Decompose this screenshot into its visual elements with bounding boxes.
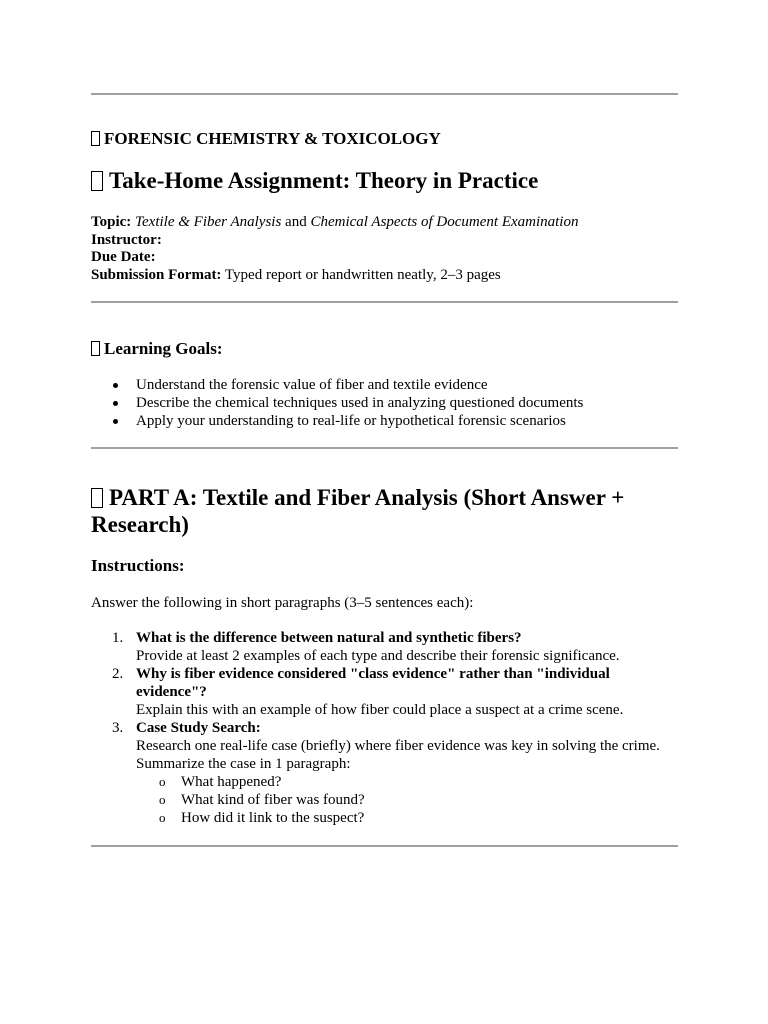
list-item [136, 773, 678, 791]
bullet-icon [113, 383, 118, 388]
missing-glyph-icon [91, 131, 100, 146]
learning-goals-title: Learning Goals: [104, 339, 223, 358]
list-item [91, 412, 583, 430]
instructor-line [91, 231, 162, 249]
sub-item-text: How did it link to the suspect? [181, 810, 365, 826]
topic-part-2: Chemical Aspects of Document Examination [310, 214, 579, 230]
horizontal-rule [91, 447, 678, 449]
missing-glyph-icon [91, 488, 103, 508]
bullet-icon [113, 401, 118, 406]
learning-goals-heading [91, 339, 223, 359]
list-item [136, 809, 678, 827]
sub-item-text: What kind of fiber was found? [181, 792, 365, 808]
submission-label: Submission Format: [91, 267, 222, 283]
instructions-heading: Instructions: [91, 556, 185, 575]
question-detail: Research one real-life case (briefly) where fiber evidence was key in solving the crime. Summarize the case in 1 paragraph: [136, 738, 660, 772]
list-item [91, 665, 678, 719]
question-detail: Explain this with an example of how fiber could place a suspect at a crime scene. [136, 702, 624, 718]
part-a-heading [91, 484, 678, 538]
goal-text: Describe the chemical techniques used in analyzing questioned documents [136, 395, 584, 411]
instructor-label: Instructor: [91, 232, 162, 248]
course-heading [91, 129, 441, 149]
topic-part-1: Textile & Fiber Analysis [135, 214, 282, 230]
sub-bullet-icon: o [159, 774, 166, 789]
assignment-title [91, 168, 538, 194]
questions-list [91, 629, 678, 827]
due-date-label: Due Date: [91, 249, 156, 265]
sub-item-text: What happened? [181, 774, 282, 790]
question-number: 1. [112, 630, 124, 646]
missing-glyph-icon [91, 341, 100, 356]
topic-and: and [285, 214, 307, 230]
missing-glyph-icon [91, 171, 103, 191]
topic-label: Topic: [91, 214, 132, 230]
goal-text: Apply your understanding to real-life or hypothetical forensic scenarios [136, 413, 566, 429]
goal-text: Understand the forensic value of fiber and textile evidence [136, 377, 488, 393]
question-text: What is the difference between natural and synthetic fibers? [136, 630, 522, 646]
case-study-sublist [136, 773, 678, 827]
question-text: Case Study Search: [136, 720, 261, 736]
list-item [136, 791, 678, 809]
horizontal-rule [91, 301, 678, 303]
horizontal-rule [91, 845, 678, 847]
question-text: Why is fiber evidence considered "class evidence" rather than "individual evidence"? [136, 666, 610, 700]
learning-goals-list [91, 376, 583, 430]
question-detail: Provide at least 2 examples of each type and describe their forensic significance. [136, 648, 620, 664]
sub-bullet-icon: o [159, 810, 166, 825]
assignment-title-text: Take-Home Assignment: Theory in Practice [109, 168, 539, 193]
submission-value: Typed report or handwritten neatly, 2–3 pages [224, 267, 501, 283]
list-item [91, 719, 678, 827]
submission-line [91, 266, 501, 284]
list-item [91, 376, 583, 394]
sub-bullet-icon: o [159, 792, 166, 807]
topic-line [91, 213, 578, 231]
list-item [91, 394, 583, 412]
question-number: 3. [112, 720, 124, 736]
list-item [91, 629, 678, 665]
instructions-text: Answer the following in short paragraphs (3–5 sentences each): [91, 595, 474, 611]
course-title: FORENSIC CHEMISTRY & TOXICOLOGY [104, 129, 441, 148]
horizontal-rule [91, 93, 678, 95]
question-number: 2. [112, 666, 124, 682]
part-a-title: PART A: Textile and Fiber Analysis (Short Answer + Research) [91, 485, 625, 537]
due-date-line [91, 248, 156, 266]
bullet-icon [113, 419, 118, 424]
